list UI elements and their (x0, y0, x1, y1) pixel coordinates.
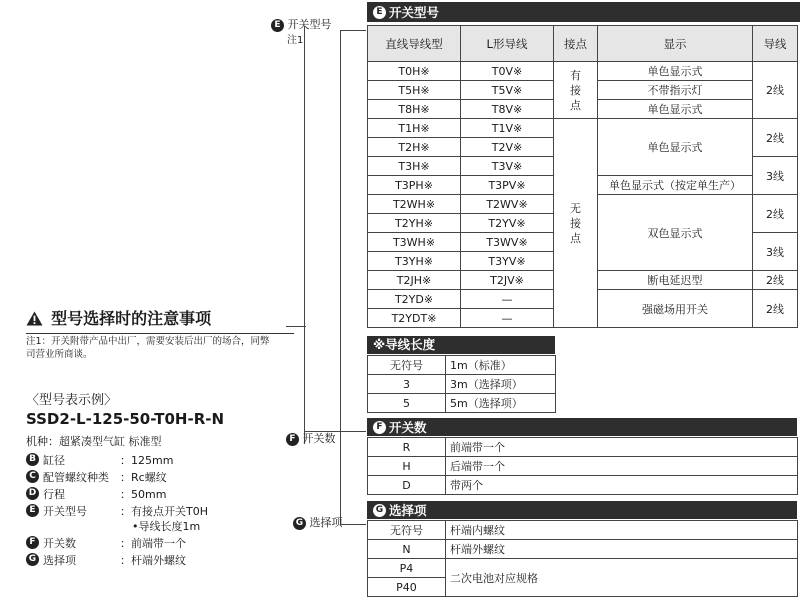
col-header: 接点 (554, 26, 598, 62)
table-cell: 不带指示灯 (598, 81, 753, 100)
table-cell: T1H※ (368, 119, 461, 138)
table-cell: R (368, 438, 446, 457)
example-label: 开关数 (43, 537, 76, 550)
letter-g-icon: G (26, 553, 39, 566)
connector-line (340, 30, 341, 524)
example-model: SSD2-L-125-50-T0H-R-N (26, 410, 225, 428)
example-value: ：有接点开关T0H (120, 505, 208, 518)
connector-line (340, 30, 366, 31)
table-cell: T2JH※ (368, 271, 461, 290)
table-cell: T3H※ (368, 157, 461, 176)
table-cell: T3PH※ (368, 176, 461, 195)
letter-f-icon: F (26, 536, 39, 549)
table-cell: 单色显示式（按定单生产） (598, 176, 753, 195)
letter-b-icon: B (26, 453, 39, 466)
table-cell: 3线 (753, 233, 798, 271)
table-cell: 2线 (753, 62, 798, 119)
switch-count-table (367, 437, 798, 495)
connector-line (340, 524, 366, 525)
table-cell: T2YH※ (368, 214, 461, 233)
contact-with-text: 有接点 (570, 68, 581, 112)
table-cell: 2线 (753, 119, 798, 157)
table-cell: H (368, 457, 446, 476)
table-cell: T5V※ (461, 81, 554, 100)
example-heading: 〈型号表示例〉 (26, 393, 118, 408)
col-header: 显示 (598, 26, 753, 62)
options-title-text: 选择项 (389, 502, 427, 518)
switch-count-side-label (286, 430, 336, 446)
table-cell: 双色显示式 (598, 195, 753, 271)
letter-g-icon: G (293, 517, 306, 530)
table-cell: T3YV※ (461, 252, 554, 271)
wire-length-title (367, 336, 555, 354)
example-value: ：Rc螺纹 (120, 471, 167, 484)
switch-model-side-label (271, 16, 332, 32)
example-label: 缸径 (43, 454, 65, 467)
table-cell: D (368, 476, 446, 495)
count-label: 开关数 (302, 432, 336, 445)
example-label: 配管螺纹种类 (43, 471, 109, 484)
table-cell: N (368, 540, 446, 559)
table-cell: — (461, 290, 554, 309)
table-cell: 2线 (753, 195, 798, 233)
switch-label: 开关型号 (287, 18, 332, 31)
table-cell: T5H※ (368, 81, 461, 100)
options-table (367, 520, 798, 597)
contact-without-text: 无接点 (570, 201, 581, 245)
letter-e-icon: E (26, 504, 39, 517)
letter-e-icon: E (373, 6, 386, 19)
table-cell: 杆端内螺纹 (446, 521, 798, 540)
example-item (26, 486, 286, 503)
table-cell: 单色显示式 (598, 100, 753, 119)
col-header: 直线导线型 (368, 26, 461, 62)
table-cell: 单色显示式 (598, 119, 753, 176)
letter-d-icon: D (26, 487, 39, 500)
example-item (26, 552, 286, 569)
letter-e-icon: E (271, 19, 284, 32)
table-cell: T3WV※ (461, 233, 554, 252)
table-cell: T2YV※ (461, 214, 554, 233)
table-cell: 5 (368, 394, 446, 413)
example-item (26, 469, 286, 486)
caution-title: 型号选择时的注意事项 (51, 309, 212, 328)
example-item (26, 518, 286, 535)
table-cell: 带两个 (446, 476, 798, 495)
warning-icon (26, 311, 43, 326)
table-cell: T3YH※ (368, 252, 461, 271)
switch-table-title-text: 开关型号 (389, 4, 440, 20)
table-cell: T1V※ (461, 119, 554, 138)
table-cell: T0V※ (461, 62, 554, 81)
table-cell: — (461, 309, 554, 328)
table-cell: T3WH※ (368, 233, 461, 252)
letter-g-icon: G (373, 504, 386, 517)
table-cell: 2线 (753, 290, 798, 328)
example-label: 行程 (43, 488, 65, 501)
wire-length-title-text: ※导线长度 (373, 337, 436, 352)
switch-count-title (367, 418, 797, 436)
table-cell: 2线 (753, 271, 798, 290)
table-cell: T3V※ (461, 157, 554, 176)
example-type-line: 机种：超紧凑型气缸 标准型 (26, 435, 162, 448)
table-cell: T2YD※ (368, 290, 461, 309)
table-cell: T2WV※ (461, 195, 554, 214)
example-item (26, 535, 286, 552)
wire-length-table (367, 355, 556, 413)
example-label: 开关型号 (43, 505, 87, 518)
table-cell: 断电延迟型 (598, 271, 753, 290)
table-cell: 1m（标准） (446, 356, 556, 375)
table-cell: T2WH※ (368, 195, 461, 214)
table-cell: T8V※ (461, 100, 554, 119)
table-cell: T0H※ (368, 62, 461, 81)
table-cell: 单色显示式 (598, 62, 753, 81)
example-value: ：50mm (120, 488, 167, 501)
note-ref: 注1 (287, 35, 304, 46)
caution-note: 注1：开关附带产品中出厂，需要安装后出厂的场合，同弊司营业所商谈。 (26, 336, 270, 360)
col-header: 导线 (753, 26, 798, 62)
table-cell: 无符号 (368, 521, 446, 540)
contact-with-cell (554, 62, 598, 119)
example-value: ：前端带一个 (120, 537, 186, 550)
switch-count-title-text: 开关数 (389, 419, 427, 435)
table-cell: T2V※ (461, 138, 554, 157)
table-cell: 3m（选择项） (446, 375, 556, 394)
table-cell: 杆端外螺纹 (446, 540, 798, 559)
table-cell: 3 (368, 375, 446, 394)
option-side-label (293, 514, 343, 530)
example-value: ：杆端外螺纹 (120, 554, 186, 567)
example-value: ：125mm (120, 454, 174, 467)
switch-table (367, 25, 798, 328)
switch-table-title (367, 2, 800, 22)
table-cell: 5m（选择项） (446, 394, 556, 413)
col-header: L形导线 (461, 26, 554, 62)
table-cell: 前端带一个 (446, 438, 798, 457)
table-cell: T2H※ (368, 138, 461, 157)
table-cell: T3PV※ (461, 176, 554, 195)
table-cell: 后端带一个 (446, 457, 798, 476)
example-value: •导线长度1m (132, 520, 201, 533)
letter-f-icon: F (373, 421, 386, 434)
letter-c-icon: C (26, 470, 39, 483)
option-label: 选择项 (309, 516, 343, 529)
table-cell: T8H※ (368, 100, 461, 119)
letter-f-icon: F (286, 433, 299, 446)
table-cell: P4 (368, 559, 446, 578)
table-cell: 无符号 (368, 356, 446, 375)
connector-line (304, 26, 305, 444)
example-item (26, 452, 286, 469)
example-label: 选择项 (43, 554, 76, 567)
contact-without-cell (554, 119, 598, 328)
table-cell: T2JV※ (461, 271, 554, 290)
table-cell: T2YDT※ (368, 309, 461, 328)
options-title (367, 501, 797, 519)
table-cell: 二次电池对应规格 (446, 559, 798, 597)
table-cell: 3线 (753, 157, 798, 195)
table-cell: P40 (368, 578, 446, 597)
caution-heading (26, 306, 294, 334)
table-cell: 强磁场用开关 (598, 290, 753, 328)
